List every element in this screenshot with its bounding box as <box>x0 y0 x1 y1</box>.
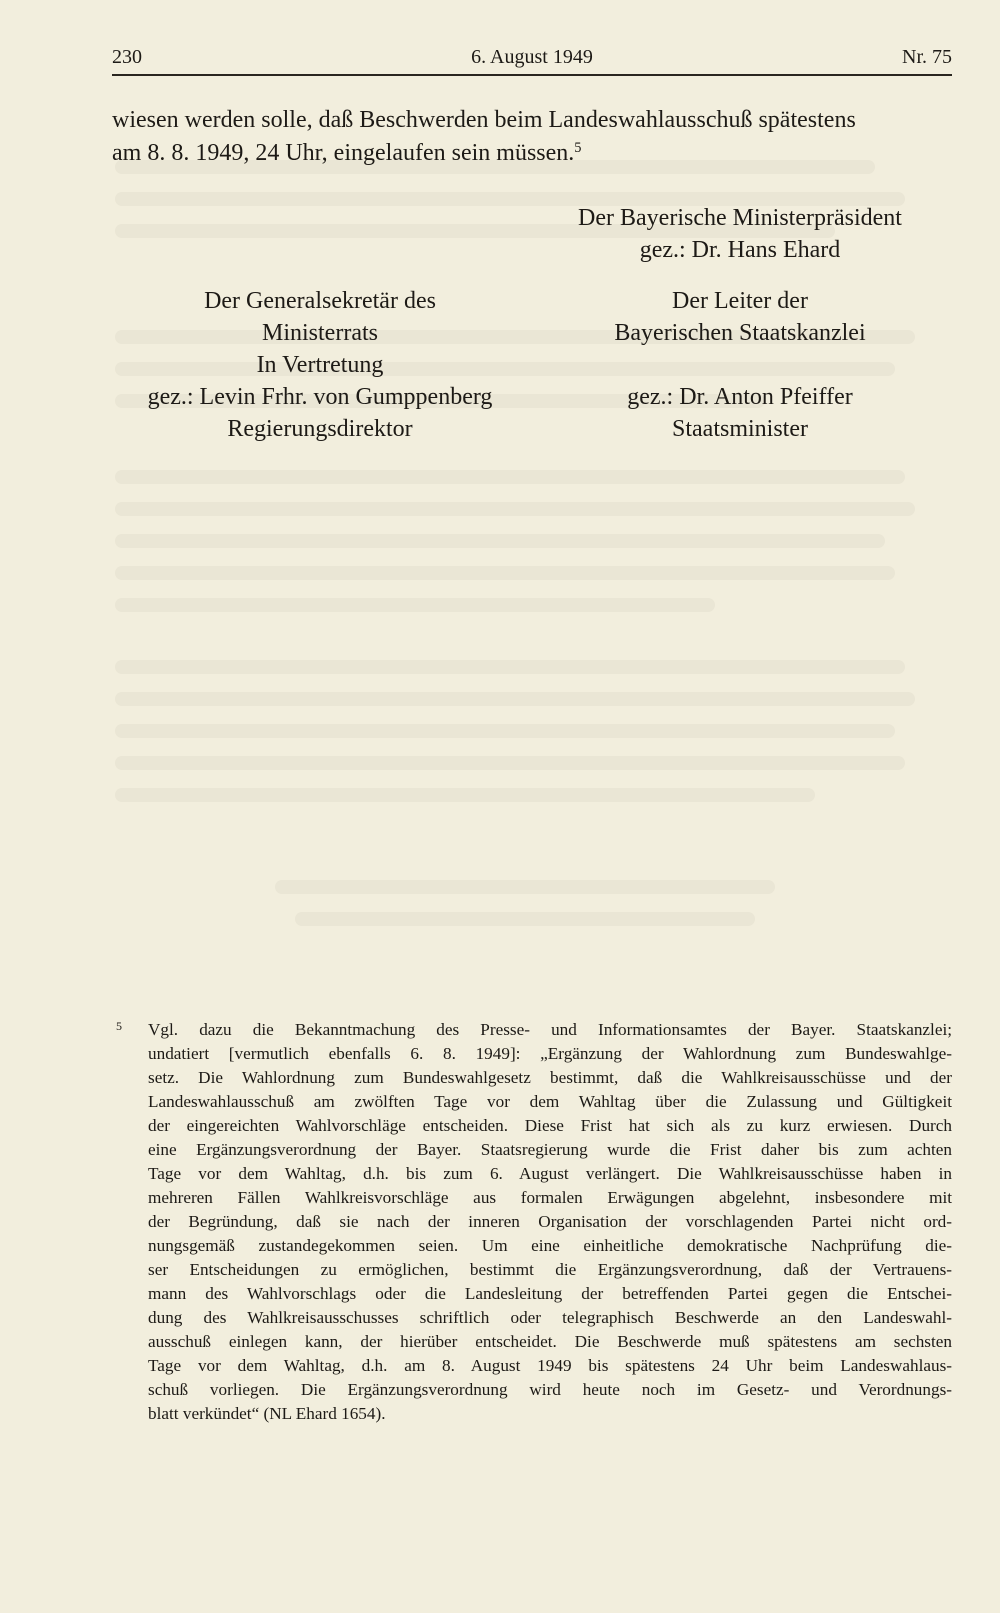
footnote-line: ausschuß einlegen kann, der hierüber entscheidet. Die Beschwerde muß spätestens am sechsten <box>148 1332 952 1351</box>
footnote-line: Tage vor dem Wahltag, d.h. am 8. August 1949 bis spätestens 24 Uhr beim Landeswahlaus- <box>148 1356 952 1375</box>
footnote-line: Landeswahlausschuß am zwölften Tage vor dem Wahltag über die Zulassung und Gültigkeit <box>148 1092 952 1111</box>
footnote-line: blatt verkündet“ (NL Ehard 1654). <box>148 1404 386 1423</box>
footnote-line: schuß vorliegen. Die Ergänzungsverordnung wird heute noch im Gesetz- und Verordnungs- <box>148 1380 952 1399</box>
header-rule <box>112 74 952 76</box>
footnote-text <box>148 1018 952 1426</box>
footnote-reference: 5 <box>574 140 582 157</box>
body-paragraph <box>112 104 952 170</box>
header-date: 6. August 1949 <box>471 46 593 68</box>
signature-block-generalsekretaer <box>110 285 530 445</box>
signature-name: gez.: Dr. Hans Ehard <box>639 237 841 263</box>
signature-rank: Staatsminister <box>672 416 808 442</box>
body-line: wiesen werden solle, daß Beschwerden beim Landeswahlausschuß spätestens <box>112 107 856 133</box>
signature-name: gez.: Levin Frhr. von Gumppenberg <box>147 384 493 410</box>
signature-title: Der Leiter der <box>672 288 808 314</box>
footnote-line: mann des Wahlvorschlags oder die Landesleitung der betreffenden Partei gegen die Entschei- <box>148 1284 952 1303</box>
footnote <box>112 1018 952 1426</box>
footnote-line: setz. Die Wahlordnung zum Bundeswahlgesetz bestimmt, daß die Wahlkreisausschüsse und der <box>148 1068 952 1087</box>
footnote-line: ser Entscheidungen zu ermöglichen, bestimmt die Ergänzungsverordnung, daß der Vertrauens- <box>148 1260 952 1279</box>
signature-block-ministerpraesident <box>520 202 960 266</box>
body-line-with-ref <box>112 137 952 170</box>
footnote-line: dung des Wahlkreisausschusses schriftlich oder telegraphisch Beschwerde an den Landeswahl- <box>148 1308 952 1327</box>
footnote-line: der eingereichten Wahlvorschläge entscheiden. Diese Frist hat sich als zu kurz erwiesen. Durch <box>148 1116 952 1135</box>
body-line: am 8. 8. 1949, 24 Uhr, eingelaufen sein müssen. <box>112 140 575 166</box>
footnote-line: Tage vor dem Wahltag, d.h. bis zum 6. August verlängert. Die Wahlkreisausschüsse haben in <box>148 1164 952 1183</box>
footnote-line: mehreren Fällen Wahlkreisvorschläge aus formalen Erwägungen abgelehnt, insbesondere mit <box>148 1188 952 1207</box>
signature-title: Bayerischen Staatskanzlei <box>614 320 866 346</box>
signature-name: gez.: Dr. Anton Pfeiffer <box>627 384 853 410</box>
signature-rank: Regierungsdirektor <box>227 416 413 442</box>
footnote-line: undatiert [vermutlich ebenfalls 6. 8. 1949]: „Ergänzung der Wahlordnung zum Bundeswahlge- <box>148 1044 952 1063</box>
signature-title: Ministerrats <box>262 320 378 346</box>
signature-spacer <box>585 349 895 381</box>
footnote-line: Vgl. dazu die Bekanntmachung des Presse- und Informationsamtes der Bayer. Staatskanzlei; <box>148 1020 952 1039</box>
signature-title: Der Bayerische Ministerpräsident <box>578 205 902 231</box>
running-header <box>112 46 952 76</box>
signature-note: In Vertretung <box>256 352 384 378</box>
page-number: 230 <box>112 46 142 68</box>
footnote-line: nungsgemäß zustandegekommen seien. Um eine einheitliche demokratische Nachprüfung die- <box>148 1236 952 1255</box>
document-number: Nr. 75 <box>902 46 952 68</box>
signature-title: Der Generalsekretär des <box>204 288 436 314</box>
footnote-number: 5 <box>116 1019 122 1033</box>
footnote-line: eine Ergänzungsverordnung der Bayer. Staatsregierung wurde die Frist daher bis zum achten <box>148 1140 952 1159</box>
footnote-line: der Begründung, daß sie nach der inneren Organisation der vorschlagenden Partei nicht ord- <box>148 1212 952 1231</box>
signature-block-leiter-staatskanzlei <box>585 285 895 445</box>
